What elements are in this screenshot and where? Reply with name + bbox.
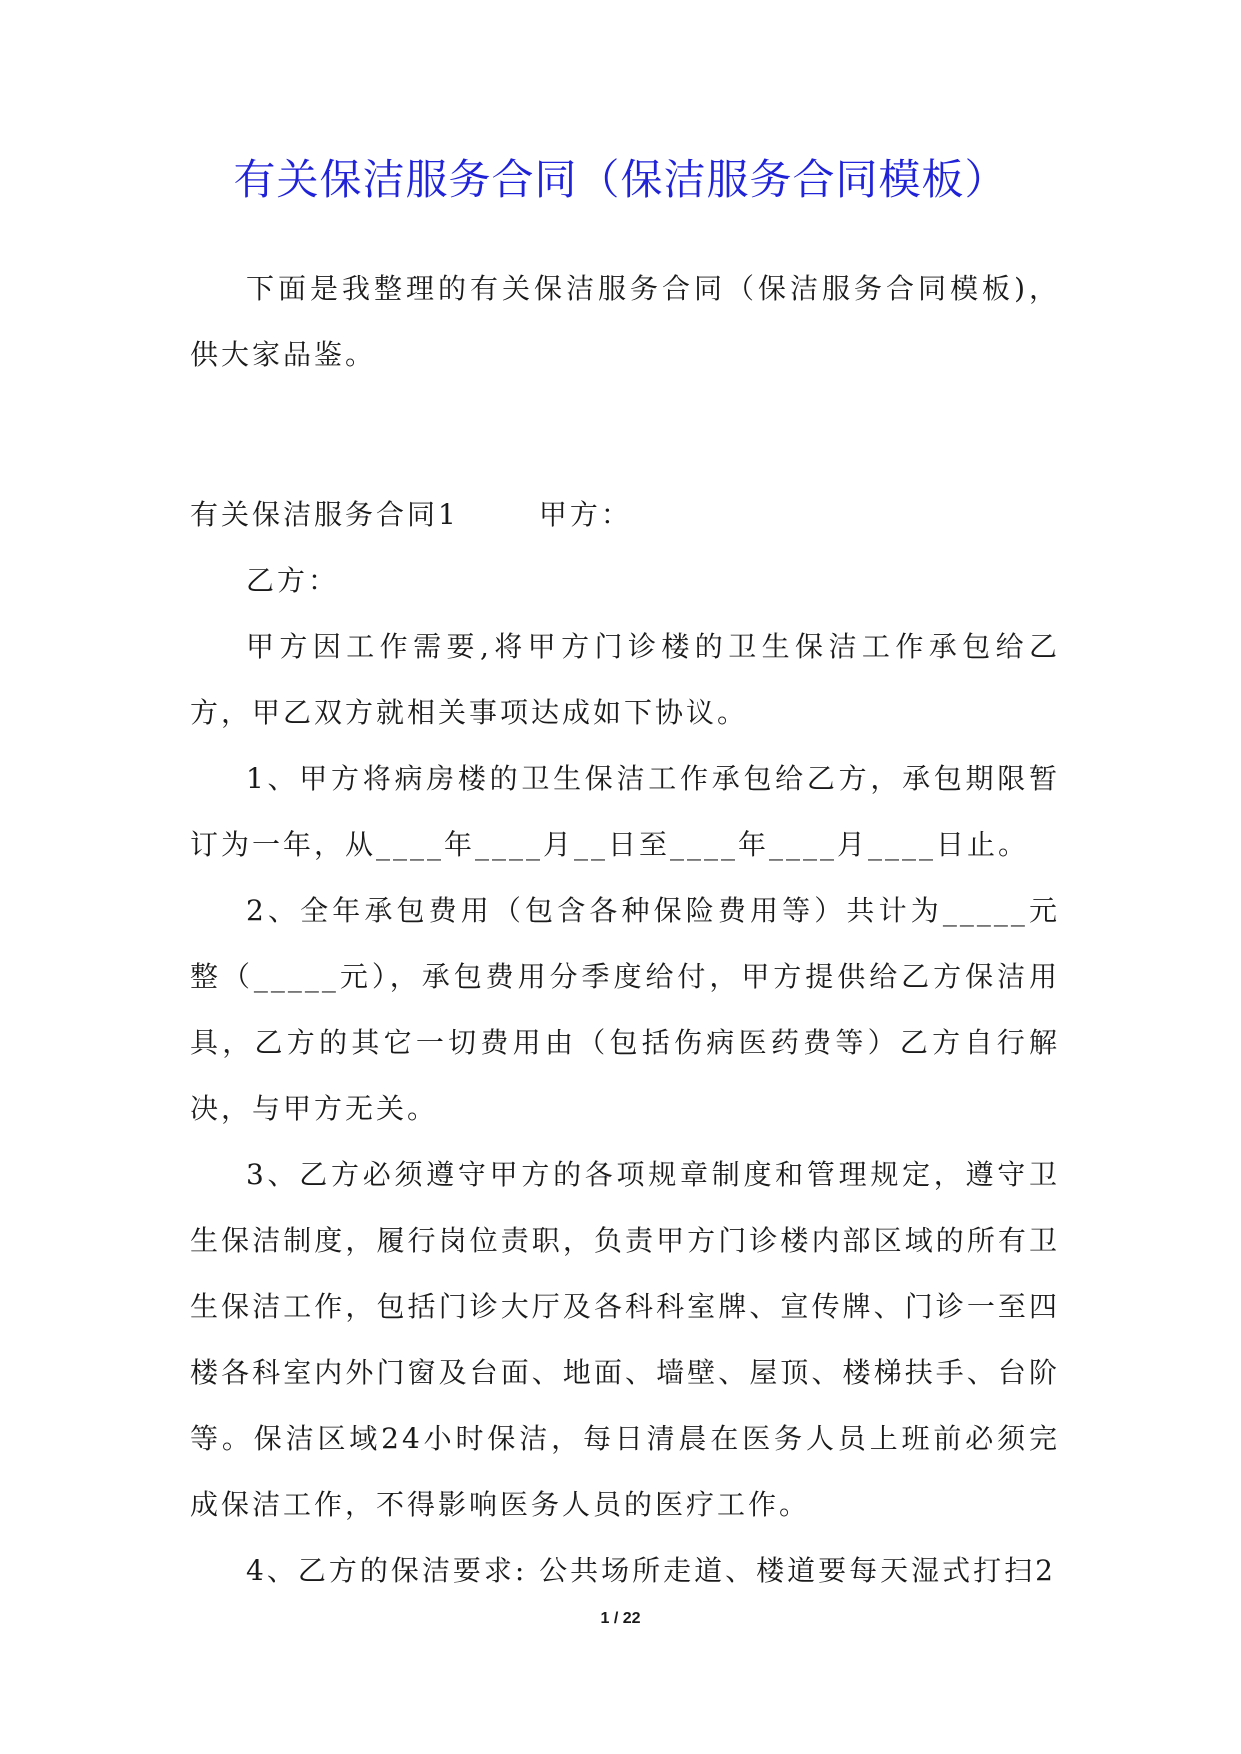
- paragraph-clause-4: 4、乙方的保洁要求: 公共场所走道、楼道要每天湿式打扫2: [246, 1554, 1056, 1587]
- intro-paragraph: 下面是我整理的有关保洁服务合同（保洁服务合同模板)，供大家品鉴。: [190, 272, 1060, 371]
- party-b-label: 乙方：: [246, 564, 340, 597]
- paragraph-preamble: 甲方因工作需要,将甲方门诊楼的卫生保洁工作承包给乙方，甲乙双方就相关事项达成如下协议。: [190, 630, 1060, 729]
- paragraph-clause-1: 1、甲方将病房楼的卫生保洁工作承包给乙方，承包期限暂订为一年，从____年____月__日至____年____月____日止。: [190, 762, 1060, 861]
- document-title: 有关保洁服务合同（保洁服务合同模板）: [233, 155, 1008, 204]
- page-number: 1 / 22: [600, 1610, 641, 1627]
- paragraph-clause-2: 2、全年承包费用（包含各种保险费用等）共计为_____元整（_____元），承包费用分季度给付，甲方提供给乙方保洁用具，乙方的其它一切费用由（包括伤病医药费等）乙方自行解决，与甲方无关。: [190, 894, 1060, 1125]
- contract-heading: 有关保洁服务合同1: [190, 498, 459, 531]
- party-a-label: 甲方：: [538, 498, 632, 531]
- paragraph-clause-3: 3、乙方必须遵守甲方的各项规章制度和管理规定，遵守卫生保洁制度，履行岗位责职，负责甲方门诊楼内部区域的所有卫生保洁工作，包括门诊大厅及各科科室牌、宣传牌、门诊一至四楼各科室内外门窗及台面、地面、墙壁、屋顶、楼梯扶手、台阶等。保洁区域24小时保洁，每日清晨在医务人员上班前必须完成保洁工作，不得影响医务人员的医疗工作。: [190, 1158, 1060, 1521]
- contract-heading-line: [190, 482, 632, 548]
